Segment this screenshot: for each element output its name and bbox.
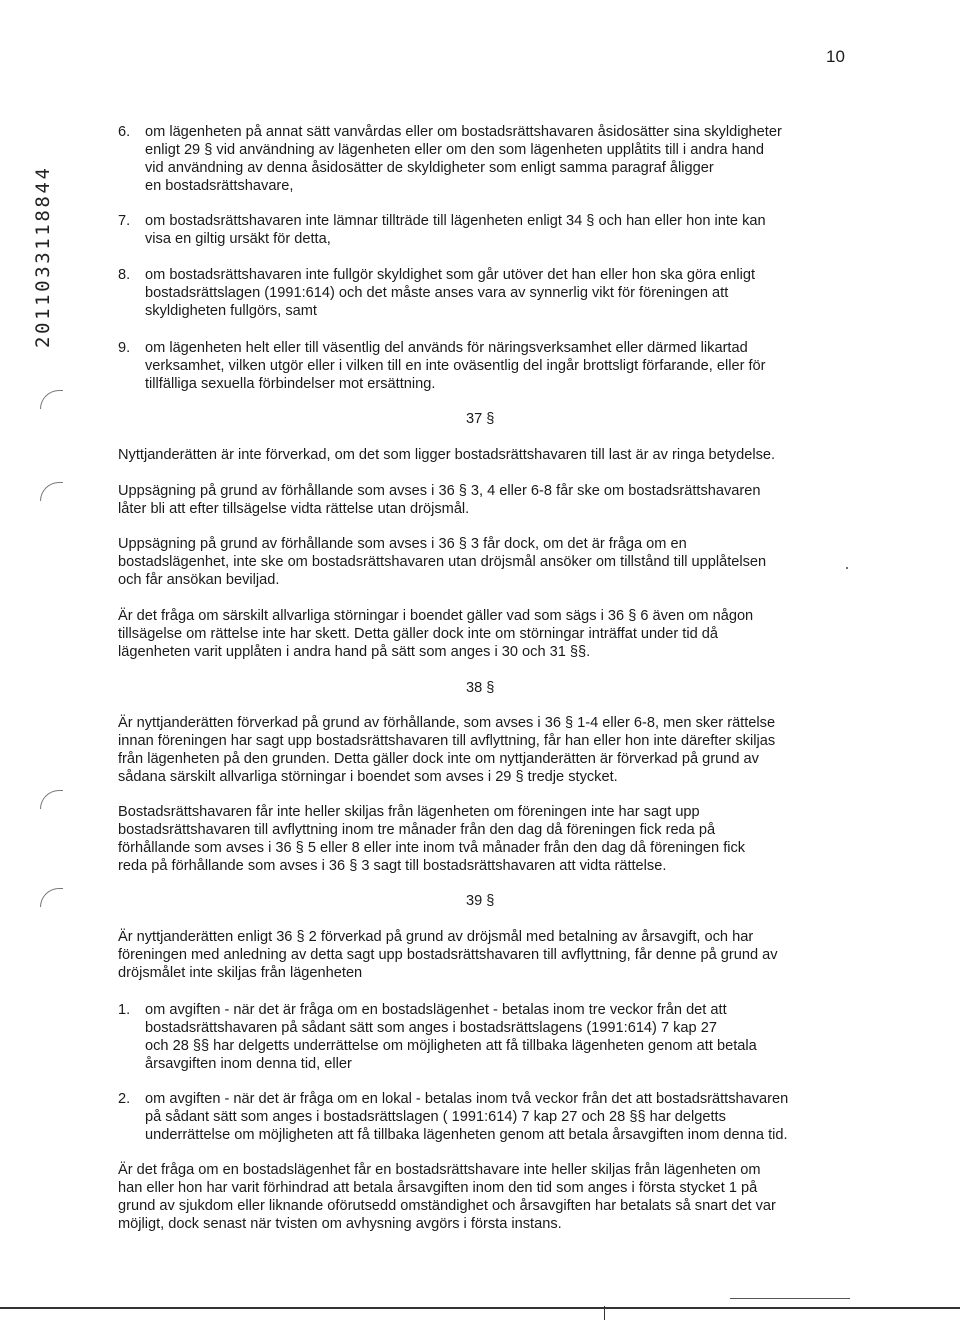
margin-mark — [40, 482, 63, 501]
side-stamp: 2011033118844 — [32, 165, 54, 348]
list-item — [118, 266, 854, 320]
list-item — [118, 212, 854, 248]
item-text: om avgiften - när det är fråga om en lokal - betalas inom två veckor från det att bostadsrättshavaren på sådant sätt som anges i bostadsrättslagen ( 1991:614) 7 kap 27 och 28 §§ har delgetts underrättelse om möjligheten att få tillbaka lägenheten genom att betala årsavgiften inom denna tid. — [145, 1091, 789, 1143]
item-number: 8. — [118, 267, 131, 283]
paragraph: Nyttjanderätten är inte förverkad, om det som ligger bostadsrättshavaren till last är av ringa betydelse. — [118, 447, 776, 463]
scan-dot — [846, 567, 848, 569]
item-text: om bostadsrättshavaren inte fullgör skyldighet som går utöver det han eller hon ska göra enligt bostadsrättslagen (1991:614) och det måste anses vara av synnerlig vikt för föreningen att skyldigheten fullgörs, samt — [145, 267, 756, 319]
paragraph: Uppsägning på grund av förhållande som avses i 36 § 3, 4 eller 6-8 får ske om bostadsrättshavaren låter bli att efter tillsägelse vidta rättelse utan dröjsmål. — [118, 483, 761, 517]
paragraph: Uppsägning på grund av förhållande som avses i 36 § 3 får dock, om det är fråga om en bostadslägenhet, inte ske om bostadsrättshavaren utan dröjsmål ansöker om tillstånd till upplåtelsen och får ansökan beviljad. — [118, 536, 767, 588]
margin-mark — [40, 888, 63, 907]
section-heading-38: 38 § — [466, 680, 495, 696]
margin-mark — [40, 790, 63, 809]
paragraph: Bostadsrättshavaren får inte heller skiljas från lägenheten om föreningen inte har sagt upp bostadsrättshavaren till avflyttning inom tre månader från den dag då föreningen fick reda på förhållande som avses i 36 § 5 eller 8 eller inte inom två månader från den dag då föreningen fick reda på förhållande som avses i 36 § 3 sagt till bostadsrättshavaren att vidta rättelse. — [118, 804, 746, 874]
item-number: 7. — [118, 213, 131, 229]
list-item — [118, 123, 854, 195]
paragraph: Är nyttjanderätten förverkad på grund av förhållande, som avses i 36 § 1-4 eller 6-8, men sker rättelse innan föreningen har sagt upp bostadsrättshavaren till avflyttning, får han eller hon inte därefter skiljas från lägenheten på den grunden. Detta gäller dock inte om nyttjanderätten är förverkad på grund av sådana särskilt allvarliga störningar i boendet som avses i 29 § tredje stycket. — [118, 715, 776, 785]
page-number: 10 — [826, 47, 845, 66]
item-number: 6. — [118, 124, 131, 140]
paragraph: Är det fråga om en bostadslägenhet får en bostadsrättshavare inte heller skiljas från lägenheten om han eller hon har varit förhindrad att betala årsavgiften inom den tid som anges i första stycket 1 på grund av sjukdom eller liknande oförutsedd omständighet och årsavgiften har betalats så snart det var möjligt, dock senast när tvisten om avhysning avgörs i första instans. — [118, 1162, 776, 1232]
section-heading-39: 39 § — [466, 893, 495, 909]
item-text: om avgiften - när det är fråga om en bostadslägenhet - betalas inom tre veckor från det att bostadsrättshavaren på sådant sätt som anges i bostadsrättslagens (1991:614) 7 kap 27 och 28 §§ har delgetts underrättelse om möjligheten att få tillbaka lägenheten genom att betala årsavgiften inom denna tid, eller — [145, 1002, 757, 1072]
paragraph: Är nyttjanderätten enligt 36 § 2 förverkad på grund av dröjsmål med betalning av årsavgift, och har föreningen med anledning av detta sagt upp bostadsrättshavaren till avflyttning, får denne på grund av dröjsmålet inte skiljas från lägenheten — [118, 929, 778, 981]
page-bottom-line — [0, 1307, 960, 1309]
item-number: 2. — [118, 1091, 131, 1107]
paragraph: Är det fråga om särskilt allvarliga störningar i boendet gäller vad som sägs i 36 § 6 även om någon tillsägelse om rättelse inte har skett. Detta gäller dock inte om störningar inträffat under tid då lägenheten varit upplåten i andra hand på sätt som anges i 30 och 31 §§. — [118, 608, 754, 660]
item-text: om lägenheten helt eller till väsentlig del används för näringsverksamhet eller därmed likartad verksamhet, vilken utgör eller i vilken till en inte oväsentlig del ingår brottsligt förfarande, eller för tillfälliga sexuella förbindelser mot ersättning. — [145, 340, 766, 392]
scan-tick — [604, 1306, 605, 1320]
list-item — [118, 339, 854, 393]
item-text: om bostadsrättshavaren inte lämnar tillträde till lägenheten enligt 34 § och han eller hon inte kan visa en giltig ursäkt för detta, — [145, 213, 766, 247]
list-item — [118, 1001, 854, 1073]
item-number: 9. — [118, 340, 131, 356]
item-text: om lägenheten på annat sätt vanvårdas eller om bostadsrättshavaren åsidosätter sina skyldigheter enligt 29 § vid användning av lägenheten eller om den som lägenheten upplåtits till i andra hand vid användning av denna åsidosätter de skyldigheter som enligt samma paragraf åligger en bostadsrättshavare, — [145, 124, 782, 194]
scan-line — [730, 1298, 850, 1299]
section-heading-37: 37 § — [466, 411, 495, 427]
item-number: 1. — [118, 1002, 131, 1018]
margin-mark — [40, 390, 63, 409]
list-item — [118, 1090, 854, 1144]
